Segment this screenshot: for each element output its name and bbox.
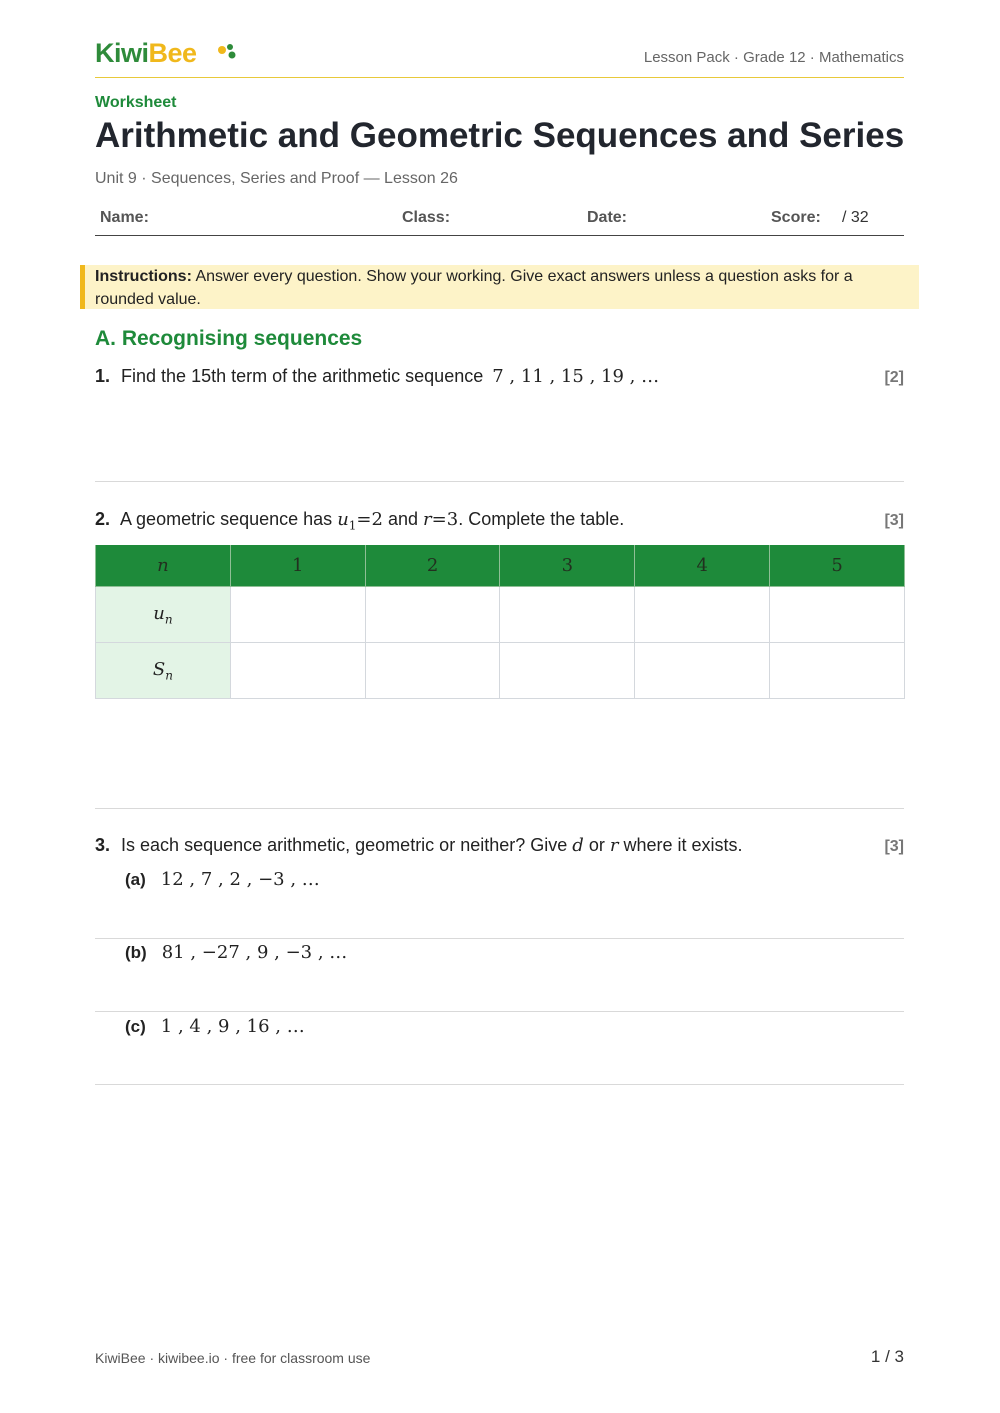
answer-cell[interactable]	[635, 643, 770, 699]
answer-cell[interactable]	[365, 643, 500, 699]
question-text: A geometric sequence has	[120, 509, 333, 529]
table-column-header: 1	[230, 545, 365, 587]
answer-cell[interactable]	[635, 587, 770, 643]
question-number: 1.	[95, 366, 111, 386]
answer-divider	[95, 938, 904, 939]
row-header-un: $u_n$	[96, 587, 231, 643]
question-part-b	[125, 942, 347, 963]
sequence-expression: 7 , 11 , 15 , 19 , …	[492, 366, 660, 387]
question-2: 2. A geometric sequence has $u_1=2$ and r=3. Complete the table. [3]	[95, 509, 904, 533]
date-field[interactable]: Date:	[587, 209, 628, 226]
score-total: / 32	[842, 209, 869, 226]
table-column-header: 4	[635, 545, 770, 587]
instructions-box	[80, 265, 919, 309]
answer-divider	[95, 808, 904, 809]
question-marks: [3]	[884, 838, 904, 855]
sequence-expression: 1 , 4 , 9 , 16 , …	[160, 1016, 305, 1037]
question-marks: [3]	[884, 512, 904, 529]
score-field[interactable]: Score:	[771, 209, 821, 226]
sequence-expression: 81 , −27 , 9 , −3 , …	[161, 942, 348, 963]
sequence-table	[95, 545, 905, 699]
instructions-text: Answer every question. Show your working. Give exact answers unless a question asks for a rounded value.	[95, 268, 853, 308]
question-part-c	[125, 1016, 305, 1037]
question-marks: [2]	[884, 369, 904, 386]
answer-cell[interactable]	[500, 587, 635, 643]
question-text: Is each sequence arithmetic, geometric or neither? Give	[121, 835, 568, 855]
class-field[interactable]: Class:	[402, 209, 451, 226]
part-label: (c)	[125, 1017, 146, 1036]
answer-cell[interactable]	[230, 587, 365, 643]
header-meta: Lesson Pack · Grade 12 · Mathematics	[643, 49, 904, 66]
table-row-un	[96, 587, 905, 643]
sequence-expression: 12 , 7 , 2 , −3 , …	[160, 869, 320, 890]
table-corner-n: n	[96, 545, 231, 587]
answer-cell[interactable]	[230, 643, 365, 699]
page-title: Arithmetic and Geometric Sequences and Series	[95, 116, 905, 155]
table-header-row	[96, 545, 905, 587]
table-column-header: 2	[365, 545, 500, 587]
table-column-header: 5	[770, 545, 905, 587]
section-a-title: A. Recognising sequences	[95, 327, 363, 350]
doc-kicker: Worksheet	[95, 94, 177, 111]
question-3: 3. Is each sequence arithmetic, geometric or neither? Give d or r where it exists. [3]	[95, 835, 904, 856]
row-header-sn: $S_n$	[96, 643, 231, 699]
u1-expression: $u_1=2$	[337, 509, 383, 533]
question-part-a	[125, 869, 320, 890]
answer-cell[interactable]	[500, 643, 635, 699]
answer-divider	[95, 1084, 904, 1085]
table-row-sn	[96, 643, 905, 699]
r-expression: r=3	[423, 509, 459, 530]
page-subtitle: Unit 9 · Sequences, Series and Proof — Lesson 26	[95, 170, 458, 187]
question-number: 2.	[95, 509, 111, 529]
answer-divider	[95, 481, 904, 482]
part-label: (a)	[125, 870, 146, 889]
page-header	[95, 38, 904, 78]
name-field[interactable]: Name:	[100, 209, 149, 226]
d-symbol: d	[572, 835, 584, 856]
part-label: (b)	[125, 943, 147, 962]
page-number: 1 / 3	[870, 1347, 904, 1366]
answer-cell[interactable]	[770, 587, 905, 643]
table-column-header: 3	[500, 545, 635, 587]
kiwibee-logo: KiwiBee	[95, 38, 197, 68]
answer-divider	[95, 1011, 904, 1012]
question-text: Find the 15th term of the arithmetic sequence	[121, 366, 484, 386]
answer-cell[interactable]	[770, 643, 905, 699]
r-symbol: r	[609, 835, 619, 856]
question-1	[95, 366, 904, 387]
instructions-label: Instructions:	[95, 268, 192, 285]
question-number: 3.	[95, 835, 111, 855]
logo-dots-icon	[217, 43, 247, 63]
answer-cell[interactable]	[365, 587, 500, 643]
footer-text: KiwiBee · kiwibee.io · free for classroom use	[95, 1350, 371, 1366]
student-info-bar	[95, 205, 904, 236]
